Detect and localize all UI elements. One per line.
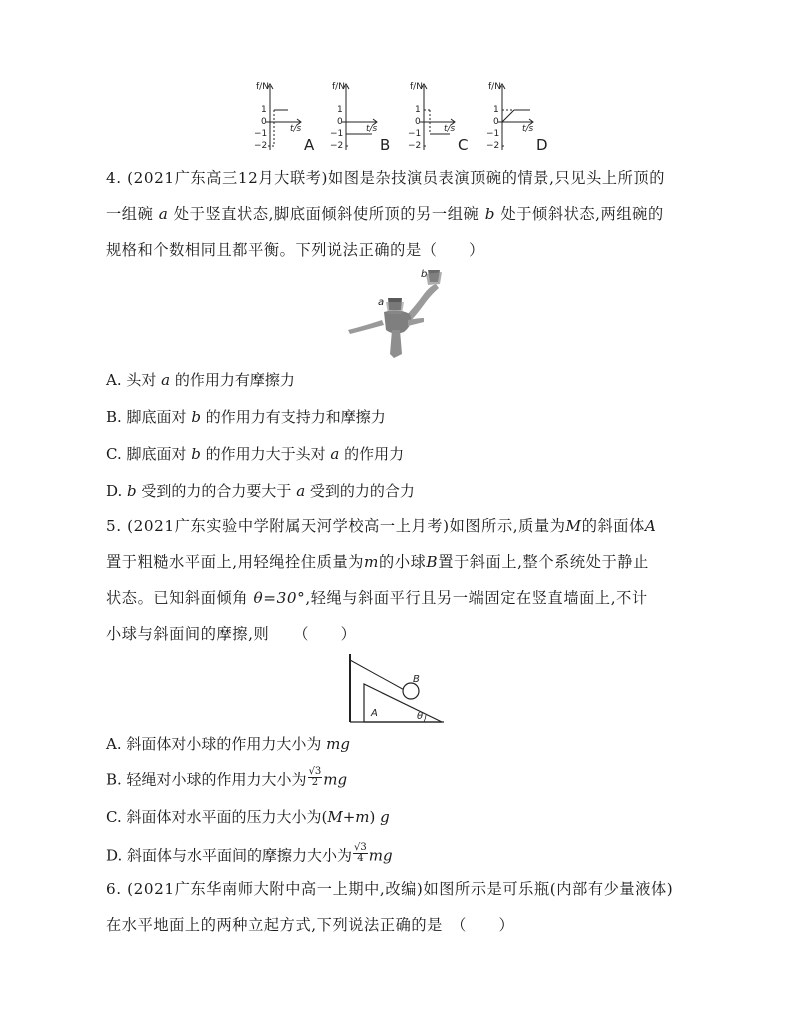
q5-text: 置于粗糙水平面上,用轻绳拴住质量为 (106, 553, 365, 571)
q4-option-d (106, 484, 415, 499)
opt-text: B. 轻绳对小球的作用力大小为 (106, 770, 307, 789)
q5-var-A: A (644, 517, 657, 535)
fraction (308, 767, 323, 788)
friction-graphs (248, 80, 568, 152)
graph-c (402, 80, 472, 152)
q4-option-b (106, 410, 386, 425)
q5-var-M: M (565, 517, 582, 535)
q4-line-3: 规格和个数相同且都平衡。下列说法正确的是（ ） (106, 241, 485, 259)
graph-d-label: D (536, 136, 548, 154)
graph-d-tick-m1: −1 (486, 129, 500, 139)
opt-var: b (127, 482, 137, 500)
opt-text: ) (369, 808, 381, 826)
q5-line-4: 小球与斜面间的摩擦,则 （ ） (106, 625, 357, 643)
q5-line-3 (106, 591, 648, 606)
graph-c-xaxis: t/s (444, 124, 456, 134)
incline-label-a: A (371, 708, 378, 719)
q4-line-1: 4. (2021广东高三12月大联考)如图是杂技演员表演顶碗的情景,只见头上所顶的 (106, 169, 666, 187)
opt-var: b (191, 445, 201, 463)
fraction (353, 843, 368, 864)
q5-line-2 (106, 555, 649, 570)
q4-text: 一组碗 (106, 205, 159, 223)
graph-b-label: B (380, 136, 391, 154)
graph-a-tick-m2: −2 (254, 141, 268, 151)
q4-var-b: b (484, 205, 496, 223)
q5-option-d (106, 842, 393, 867)
q4-line-2 (106, 207, 664, 222)
incline-diagram (344, 654, 446, 724)
q5-option-b (106, 766, 348, 791)
q5-option-a (106, 737, 350, 752)
q5-text: 的小球 (379, 553, 427, 571)
opt-text: 的作用力有支持力和摩擦力 (200, 408, 386, 426)
graph-a-tick-m1: −1 (254, 129, 268, 139)
opt-text: 的作用力 (339, 445, 405, 463)
graph-d-yaxis: f/N (488, 82, 501, 92)
opt-text: D. (106, 482, 128, 500)
graph-a (248, 80, 318, 152)
q5-theta: θ=30° (253, 589, 306, 607)
q6-line-2: 在水平地面上的两种立起方式,下列说法正确的是 （ ） (106, 916, 515, 934)
q5-text: ,轻绳与斜面平行且另一端固定在竖直墙面上,不计 (305, 589, 648, 607)
opt-text: 受到的力的合力 (305, 482, 415, 500)
opt-var: b (191, 408, 201, 426)
opt-var: a (296, 482, 306, 500)
graph-c-label: C (458, 136, 469, 154)
graph-c-tick-0: 0 (415, 117, 421, 127)
graph-b-tick-1: 1 (337, 105, 343, 115)
graph-a-xaxis: t/s (290, 124, 302, 134)
q5-text: 置于斜面上,整个系统处于静止 (438, 553, 649, 571)
incline-figure (344, 654, 446, 724)
q5-text: 的斜面体 (581, 517, 645, 535)
q5-option-c (106, 810, 390, 825)
opt-text: A. 头对 (106, 371, 162, 389)
fraction-num: √3 (308, 766, 322, 777)
opt-var: mg (368, 846, 393, 865)
fraction-num: √3 (354, 842, 367, 853)
q4-option-c (106, 447, 404, 462)
graph-c-tick-m2: −2 (408, 141, 422, 151)
opt-text: B. 脚底面对 (106, 408, 192, 426)
q4-option-a (106, 373, 295, 388)
opt-text: 的作用力有摩擦力 (170, 371, 295, 389)
graph-a-tick-1: 1 (261, 105, 267, 115)
opt-var: a (330, 445, 340, 463)
graph-d-tick-0: 0 (493, 117, 499, 127)
opt-text: C. 脚底面对 (106, 445, 192, 463)
acrobat-illustration (344, 268, 456, 360)
q6-line-1: 6. (2021广东华南师大附中高一上期中,改编)如图所示是可乐瓶(内部有少量液体) (106, 880, 674, 898)
graph-c-yaxis: f/N (410, 82, 423, 92)
opt-text: C. 斜面体对水平面的压力大小为( (106, 808, 328, 826)
graph-d-tick-1: 1 (493, 105, 499, 115)
opt-text: 的作用力大于头对 (200, 445, 331, 463)
q5-var-B: B (426, 553, 439, 571)
graph-c-tick-m1: −1 (408, 129, 422, 139)
opt-var: a (161, 371, 171, 389)
acrobat-label-b: b (421, 269, 428, 280)
opt-var: g (380, 808, 390, 826)
opt-text: D. 斜面体与水平面间的摩擦力大小为 (106, 846, 353, 865)
q5-line-1 (106, 519, 656, 534)
fraction-den: 4 (357, 853, 364, 864)
graph-b-tick-0: 0 (337, 117, 343, 127)
acrobat-figure (344, 268, 456, 360)
opt-text: 受到的力的合力要大于 (136, 482, 297, 500)
fraction-den: 2 (311, 777, 319, 788)
q4-text: 处于倾斜状态,两组碗的 (495, 205, 664, 223)
graph-d-tick-m2: −2 (486, 141, 500, 151)
graph-b (324, 80, 394, 152)
acrobat-label-a: a (378, 297, 385, 308)
graph-b-tick-m2: −2 (330, 141, 344, 151)
graph-a-yaxis: f/N (256, 82, 269, 92)
graph-b-tick-m1: −1 (330, 129, 344, 139)
graph-b-yaxis: f/N (332, 82, 345, 92)
opt-var: mg (323, 770, 348, 789)
graph-a-tick-0: 0 (261, 117, 267, 127)
q4-text: 处于竖直状态,脚底面倾斜使所顶的另一组碗 (168, 205, 485, 223)
opt-var: mg (326, 735, 350, 753)
incline-label-theta: θ (417, 711, 424, 722)
q5-text: 5. (2021广东实验中学附属天河学校高一上月考)如图所示,质量为 (106, 517, 566, 535)
opt-var: M+m (327, 808, 370, 826)
q5-var-m: m (364, 553, 380, 571)
graph-a-label: A (304, 136, 315, 154)
q4-var-a: a (158, 205, 169, 223)
graph-b-xaxis: t/s (366, 124, 378, 134)
opt-text: A. 斜面体对小球的作用力大小为 (106, 735, 327, 753)
graph-d-xaxis: t/s (522, 124, 534, 134)
q5-text: 状态。已知斜面倾角 (106, 589, 254, 607)
graph-d (480, 80, 550, 152)
incline-label-b: B (413, 674, 420, 685)
graph-c-tick-1: 1 (415, 105, 421, 115)
